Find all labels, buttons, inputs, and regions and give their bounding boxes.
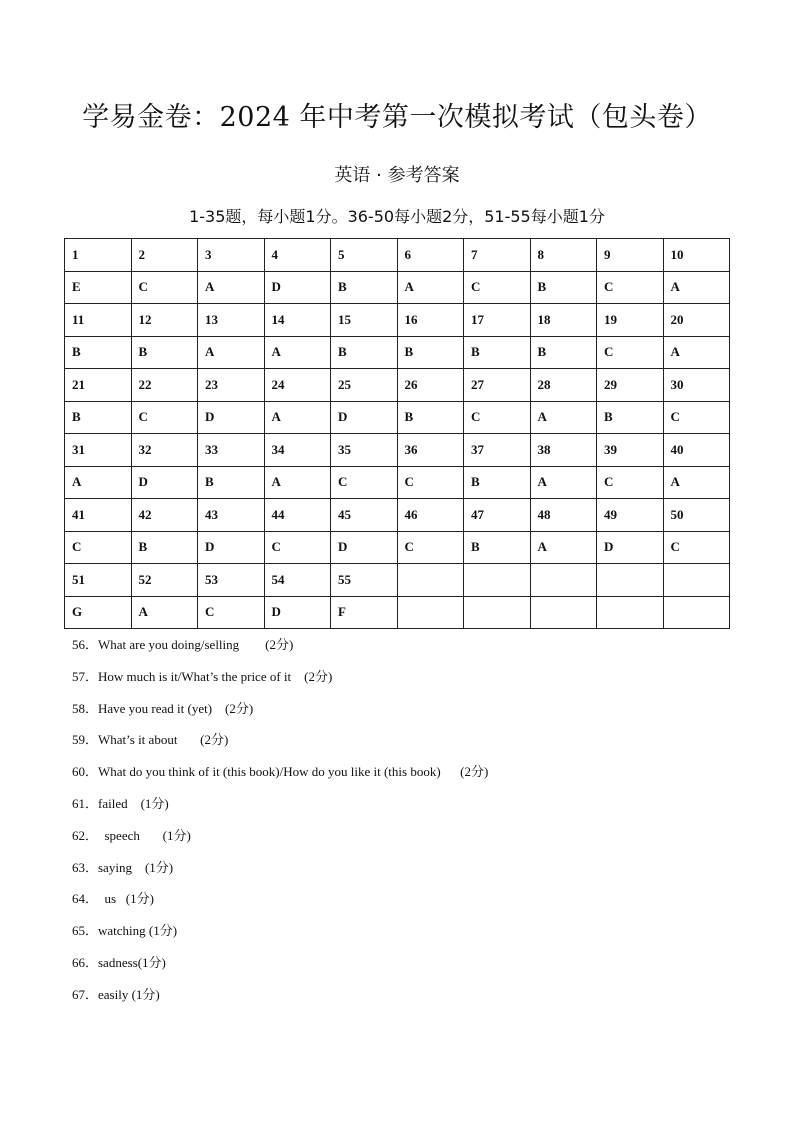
answer-cell: B: [65, 336, 132, 369]
answer-cell: D: [131, 466, 198, 499]
question-number-cell: 22: [131, 369, 198, 402]
answer-cell: A: [264, 401, 331, 434]
question-number-cell: 53: [198, 564, 265, 597]
answer-cell: B: [131, 531, 198, 564]
question-number-cell: 32: [131, 434, 198, 467]
question-number-cell: 34: [264, 434, 331, 467]
answer-cell: G: [65, 596, 132, 629]
answer-table: [64, 238, 730, 629]
answer-cell: B: [464, 531, 531, 564]
answer-cell: A: [264, 466, 331, 499]
answer-list: [72, 634, 752, 1016]
question-number-cell: 35: [331, 434, 398, 467]
answer-cell: C: [663, 401, 730, 434]
question-number-cell: 21: [65, 369, 132, 402]
answer-cell: D: [198, 531, 265, 564]
table-row: [65, 239, 730, 272]
question-number-cell: 50: [663, 499, 730, 532]
table-row: [65, 596, 730, 629]
answer-cell: C: [464, 401, 531, 434]
answer-cell: [530, 596, 597, 629]
question-number-cell: 33: [198, 434, 265, 467]
answer-cell: A: [198, 336, 265, 369]
answer-item: 66．sadness(1分): [72, 954, 166, 970]
question-number-cell: 47: [464, 499, 531, 532]
answer-cell: C: [264, 531, 331, 564]
question-number-cell: 48: [530, 499, 597, 532]
answer-cell: A: [663, 271, 730, 304]
table-row: [65, 401, 730, 434]
question-number-cell: 37: [464, 434, 531, 467]
question-number-cell: 2: [131, 239, 198, 272]
answer-cell: B: [65, 401, 132, 434]
question-number-cell: 19: [597, 304, 664, 337]
document-subtitle: 英语 · 参考答案: [334, 165, 460, 186]
question-number-cell: 23: [198, 369, 265, 402]
question-number-cell: 36: [397, 434, 464, 467]
answer-cell: A: [65, 466, 132, 499]
answer-item: 61．failed (1分): [72, 795, 169, 811]
answer-item: 65．watching (1分): [72, 923, 178, 939]
question-number-cell: 39: [597, 434, 664, 467]
question-number-cell: 1: [65, 239, 132, 272]
answer-cell: D: [331, 531, 398, 564]
question-number-cell: 45: [331, 499, 398, 532]
answer-cell: B: [530, 271, 597, 304]
question-number-cell: [397, 564, 464, 597]
question-number-cell: 9: [597, 239, 664, 272]
question-number-cell: 44: [264, 499, 331, 532]
question-number-cell: [663, 564, 730, 597]
table-row: [65, 336, 730, 369]
answer-cell: A: [530, 401, 597, 434]
question-number-cell: 3: [198, 239, 265, 272]
question-number-cell: 31: [65, 434, 132, 467]
answer-cell: B: [464, 336, 531, 369]
answer-cell: E: [65, 271, 132, 304]
question-number-cell: 5: [331, 239, 398, 272]
answer-cell: B: [464, 466, 531, 499]
answer-cell: C: [131, 401, 198, 434]
question-number-cell: 6: [397, 239, 464, 272]
question-number-cell: 51: [65, 564, 132, 597]
question-number-cell: [464, 564, 531, 597]
answer-cell: C: [597, 336, 664, 369]
question-number-cell: 24: [264, 369, 331, 402]
answer-item: 58．Have you read it (yet) (2分): [72, 700, 254, 716]
question-number-cell: 13: [198, 304, 265, 337]
table-row: [65, 499, 730, 532]
answer-cell: C: [464, 271, 531, 304]
answer-cell: D: [597, 531, 664, 564]
answer-item: 67．easily (1分): [72, 986, 160, 1002]
question-number-cell: 15: [331, 304, 398, 337]
answer-cell: [397, 596, 464, 629]
question-number-cell: 17: [464, 304, 531, 337]
question-number-cell: 43: [198, 499, 265, 532]
answer-cell: [464, 596, 531, 629]
table-row: [65, 369, 730, 402]
question-number-cell: 41: [65, 499, 132, 532]
answer-cell: A: [131, 596, 198, 629]
question-number-cell: 16: [397, 304, 464, 337]
answer-item: 59．What’s it about (2分): [72, 732, 229, 748]
question-number-cell: 52: [131, 564, 198, 597]
question-number-cell: 54: [264, 564, 331, 597]
question-number-cell: 30: [663, 369, 730, 402]
answer-cell: C: [65, 531, 132, 564]
answer-cell: B: [331, 271, 398, 304]
answer-cell: C: [597, 271, 664, 304]
answer-cell: D: [198, 401, 265, 434]
question-number-cell: 25: [331, 369, 398, 402]
question-number-cell: 11: [65, 304, 132, 337]
answer-cell: [597, 596, 664, 629]
answer-cell: A: [530, 531, 597, 564]
answer-cell: D: [264, 271, 331, 304]
question-number-cell: 18: [530, 304, 597, 337]
answer-cell: C: [198, 596, 265, 629]
answer-cell: B: [331, 336, 398, 369]
answer-cell: B: [198, 466, 265, 499]
question-number-cell: 49: [597, 499, 664, 532]
answer-cell: C: [331, 466, 398, 499]
question-number-cell: [530, 564, 597, 597]
answer-item: 56．What are you doing/selling (2分): [72, 637, 294, 652]
answer-item: 64． us (1分): [72, 891, 154, 907]
answer-cell: A: [397, 271, 464, 304]
question-number-cell: 28: [530, 369, 597, 402]
answer-cell: C: [663, 531, 730, 564]
question-number-cell: 7: [464, 239, 531, 272]
answer-cell: B: [131, 336, 198, 369]
answer-cell: B: [397, 401, 464, 434]
document-title: 学易金卷：2024 年中考第一次模拟考试（包头卷）: [82, 102, 712, 133]
question-number-cell: 26: [397, 369, 464, 402]
table-row: [65, 304, 730, 337]
question-number-cell: 42: [131, 499, 198, 532]
answer-cell: B: [397, 336, 464, 369]
answer-cell: F: [331, 596, 398, 629]
scoring-note: 1-35题，每小题1分。36-50每小题2分，51-55每小题1分: [189, 207, 605, 226]
answer-item: 57．How much is it/What’s the price of it (2分): [72, 668, 333, 684]
answer-cell: A: [264, 336, 331, 369]
question-number-cell: [597, 564, 664, 597]
answer-cell: D: [331, 401, 398, 434]
answer-cell: C: [397, 531, 464, 564]
answer-item: 60．What do you think of it (this book)/How do you like it (this book) (2分): [72, 764, 489, 780]
answer-cell: C: [131, 271, 198, 304]
table-row: [65, 466, 730, 499]
question-number-cell: 14: [264, 304, 331, 337]
question-number-cell: 12: [131, 304, 198, 337]
answer-cell: A: [198, 271, 265, 304]
answer-cell: C: [397, 466, 464, 499]
question-number-cell: 46: [397, 499, 464, 532]
answer-cell: B: [530, 336, 597, 369]
answer-cell: A: [530, 466, 597, 499]
answer-cell: A: [663, 336, 730, 369]
answer-cell: [663, 596, 730, 629]
question-number-cell: 55: [331, 564, 398, 597]
question-number-cell: 40: [663, 434, 730, 467]
table-row: [65, 531, 730, 564]
question-number-cell: 4: [264, 239, 331, 272]
question-number-cell: 27: [464, 369, 531, 402]
table-row: [65, 564, 730, 597]
question-number-cell: 38: [530, 434, 597, 467]
table-row: [65, 271, 730, 304]
question-number-cell: 20: [663, 304, 730, 337]
answer-cell: D: [264, 596, 331, 629]
answer-item: 62． speech (1分): [72, 827, 191, 843]
answer-item: 63．saying (1分): [72, 859, 174, 875]
table-row: [65, 434, 730, 467]
answer-cell: B: [597, 401, 664, 434]
question-number-cell: 8: [530, 239, 597, 272]
question-number-cell: 10: [663, 239, 730, 272]
question-number-cell: 29: [597, 369, 664, 402]
answer-cell: C: [597, 466, 664, 499]
answer-cell: A: [663, 466, 730, 499]
